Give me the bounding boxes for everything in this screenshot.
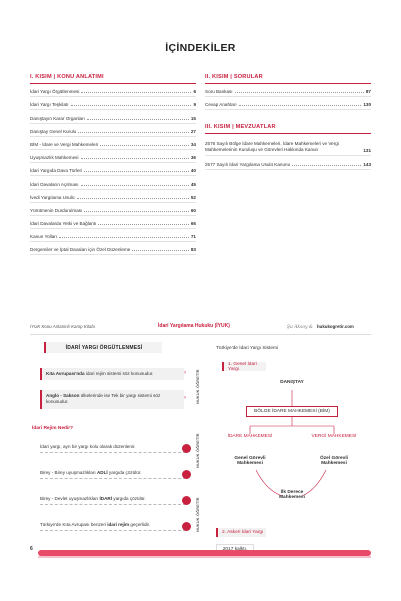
toc-entry-title: Kanun Yolları xyxy=(30,234,58,240)
dashed-divider xyxy=(40,530,186,531)
toc-entry-title: İdari Yargıda Dava Türleri xyxy=(30,168,83,174)
header-subject: İdari Yargılama Hukuku (İYUK) xyxy=(158,323,230,329)
chevron-right-icon: › xyxy=(184,370,186,376)
dot-leader xyxy=(100,145,189,146)
toc-entry-page: 27 xyxy=(190,128,196,134)
toc-right-column xyxy=(205,74,371,170)
toc-entry-page: 65 xyxy=(190,221,196,227)
info-text: ülkelerinde ise Tek bir yargı sistemi söz konusudur. xyxy=(46,393,161,404)
toc-entry[interactable] xyxy=(205,156,371,169)
dot-leader xyxy=(81,185,189,186)
dot-leader xyxy=(239,105,362,106)
toc-entry-title: İdari Davaların Açılması xyxy=(30,181,79,187)
toc-entry[interactable] xyxy=(30,229,196,242)
toc-entry-page: 83 xyxy=(190,247,196,253)
toc-entry-page: 45 xyxy=(190,181,196,187)
bullet-dot-icon xyxy=(182,522,191,531)
footer-bar-shadow xyxy=(38,556,371,558)
bullet-dot-icon xyxy=(182,470,191,479)
dot-leader xyxy=(292,165,361,166)
dashed-divider xyxy=(40,504,186,505)
toc-entry-page: 52 xyxy=(190,194,196,200)
bullet-dot-icon xyxy=(182,444,191,453)
toc-entry[interactable] xyxy=(205,97,371,110)
toc-entry-list xyxy=(205,134,371,169)
dot-leader xyxy=(235,92,364,93)
info-text: idari rejim sistemi söz konusudur. xyxy=(84,371,154,376)
toc-entry[interactable] xyxy=(30,163,196,176)
hierarchy-lines xyxy=(206,340,376,540)
toc-entry-page: 131 xyxy=(363,148,371,154)
toc-entry-page: 87 xyxy=(365,89,371,95)
dot-leader xyxy=(81,92,191,93)
toc-entry-title: Soru Bankası xyxy=(205,89,233,95)
toc-page xyxy=(0,0,401,290)
toc-entry-page: 6 xyxy=(193,89,196,95)
header-book-title: İYUK Konu Anlatımlı Kamp Kitabı xyxy=(30,324,95,329)
bullet-dot-icon xyxy=(182,496,191,505)
toc-entry[interactable] xyxy=(30,137,196,150)
toc-entry[interactable] xyxy=(30,97,196,110)
diagram-heading: Türkiye'de İdari Yargı Sistemi xyxy=(216,346,279,351)
side-tab: HUKUK ÖĞRETİR xyxy=(196,358,205,418)
toc-entry[interactable] xyxy=(30,150,196,163)
toc-entry-title: Yürütmenin Durdurulması xyxy=(30,207,83,213)
toc-entry[interactable] xyxy=(30,176,196,189)
toc-entry[interactable] xyxy=(30,110,196,123)
toc-entry-list xyxy=(30,84,196,255)
toc-entry-page: 9 xyxy=(193,102,196,108)
toc-entry[interactable] xyxy=(205,134,371,156)
section-title: İDARİ YARGI ÖRGÜTLENMESİ xyxy=(44,342,162,353)
highlight-text: Kıta Avrupası'nda xyxy=(46,371,85,376)
bullet-line: İdari yargı, ayrı bir yargı kolu olarak düzenlenir. xyxy=(40,444,136,449)
dot-leader xyxy=(71,105,192,106)
toc-entry-list xyxy=(205,84,371,110)
section-bar-general: 1. Genel İdari Yargı xyxy=(222,362,266,371)
toc-entry-title: İdari Yargı Örgütlenmesi xyxy=(30,89,80,95)
chevron-right-icon: › xyxy=(184,395,186,401)
toc-entry-title: İdari Yargı Teşkilatı xyxy=(30,102,69,108)
bullet-line: Türkiye'de Kıta Avrupası benzeri idari rejim geçerlidir. xyxy=(40,522,151,527)
dot-leader xyxy=(81,158,189,159)
toc-entry-page: 40 xyxy=(190,168,196,174)
toc-section-heading: III. KISIM | MEVZUATLAR xyxy=(205,124,371,134)
side-tab: HUKUK ÖĞRETİR xyxy=(196,422,205,482)
toc-entry-title: Danıştayın Karar Organları xyxy=(30,115,85,121)
header-brand xyxy=(287,324,354,330)
toc-entry[interactable] xyxy=(30,190,196,203)
toc-entry-page: 130 xyxy=(363,102,371,108)
toc-entry-title: İvedi Yargılama Usulü xyxy=(30,194,75,200)
header-divider xyxy=(30,334,371,335)
toc-title: İÇİNDEKİLER xyxy=(165,42,236,54)
info-box-continental xyxy=(40,368,184,380)
dot-leader xyxy=(84,211,189,212)
toc-entry-title: BİM - İdare ve Vergi Mahkemeleri xyxy=(30,141,99,147)
dot-leader xyxy=(59,237,189,238)
website-label: hukukogretir.com xyxy=(316,324,354,329)
side-tab: HUKUK ÖĞRETİR xyxy=(196,486,205,546)
idare-mahkemesi-node: İDARE MAHKEMESİ xyxy=(227,434,273,439)
info-box-anglo-saxon xyxy=(40,390,184,409)
toc-entry-title: Dergemiler ve İptal Davaları için Özel Düzenleme xyxy=(30,247,131,253)
dashed-divider xyxy=(40,452,186,453)
section-bar-military: 2. Askeri İdari Yargı xyxy=(216,528,266,537)
toc-entry-title: 2576 Sayılı Bölge İdare Mahkemeleri, İdare Mahkemeleri ve Vergi Mahkemelerinin Kuruluşu ve Görevleri Hakkında Kanun xyxy=(205,141,339,153)
bullet-line: Birey - Birey uyuşmazlıkları ADLİ yargıda çözülür. xyxy=(40,470,142,475)
dot-leader xyxy=(78,132,189,133)
toc-entry[interactable] xyxy=(30,216,196,229)
toc-section-heading: II. KISIM | SORULAR xyxy=(205,74,371,84)
toc-entry-page: 15 xyxy=(190,115,196,121)
dot-leader xyxy=(87,119,189,120)
toc-entry-title: İdari Davalarda Yetki ve Bağlantı xyxy=(30,221,97,227)
toc-entry-page: 60 xyxy=(190,207,196,213)
toc-entry-page: 71 xyxy=(190,234,196,240)
toc-entry-title: Danıştay Genel Kurulu xyxy=(30,128,77,134)
author-signature: Şu Aksoy & xyxy=(287,325,313,330)
toc-entry-page: 34 xyxy=(190,141,196,147)
ilk-derece-node: İlk Derece Mahkemesi xyxy=(279,490,305,500)
highlight-text: Anglo - Sakson xyxy=(46,393,80,398)
danistay-node: DANIŞTAY xyxy=(280,380,304,385)
toc-entry-title: Cevap Anahtarı xyxy=(205,102,237,108)
vergi-mahkemesi-node: VERGİ MAHKEMESİ xyxy=(311,434,357,439)
toc-entry[interactable] xyxy=(30,203,196,216)
dashed-divider xyxy=(40,478,186,479)
page-number: 6 xyxy=(30,546,33,552)
toc-entry-title: 2577 Sayılı İdari Yargılama Usulü Kanunu xyxy=(205,161,291,167)
toc-left-column xyxy=(30,74,196,255)
toc-entry[interactable] xyxy=(30,124,196,137)
bim-node: BÖLGE İDARE MAHKEMESİ (BİM) xyxy=(246,406,338,417)
dot-leader xyxy=(77,198,189,199)
genel-gorevli-node: Genel Görevli Mahkemesi xyxy=(234,456,266,466)
question-heading: İdari Rejim Nedir? xyxy=(32,426,74,431)
toc-entry[interactable] xyxy=(30,84,196,97)
ozel-gorevli-node: Özel Görevli Mahkemesi xyxy=(320,456,348,466)
dot-leader xyxy=(132,250,189,251)
bullet-line: Birey - Devlet uyuşmazlıkları İDARİ yargıda çözülür. xyxy=(40,496,146,501)
toc-entry-title: Uyuşmazlık Mahkemesi xyxy=(30,155,79,161)
content-page xyxy=(0,318,401,601)
dot-leader xyxy=(98,224,188,225)
toc-section-heading: I. KISIM | KONU ANLATIMI xyxy=(30,74,196,84)
toc-entry[interactable] xyxy=(30,242,196,255)
toc-entry-page: 143 xyxy=(363,161,371,167)
dot-leader xyxy=(84,171,189,172)
toc-entry[interactable] xyxy=(205,84,371,97)
toc-entry-page: 36 xyxy=(190,155,196,161)
